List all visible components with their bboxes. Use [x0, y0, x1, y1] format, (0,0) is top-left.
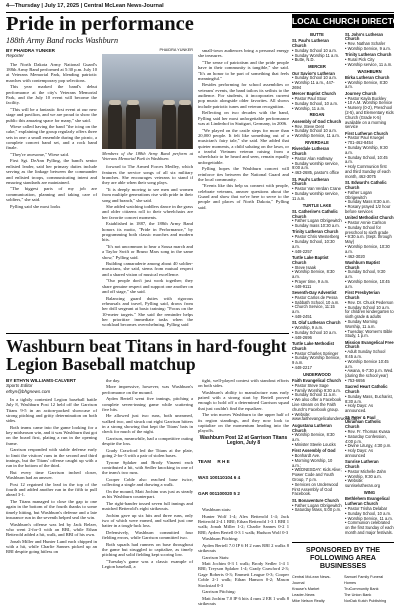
story2-paragraph: In a tightly contested Legion baseball battle July 8, Washburn Post 12 held off the Garrison Titans 9-5 in an action-packed showcase of strong pitching and gritty determination on both sides. [6, 396, 97, 424]
directory-line: • 462-3020 [345, 253, 365, 259]
directory-line: • Website: sunriselutheran.org [345, 478, 381, 489]
directory-church: Journey Church [345, 90, 377, 96]
story1-paragraph: "It is deeply moving to see men and women from multiple generations rise with pride in their song and branch," she said. [102, 186, 193, 203]
directory-line: • Sunday Worship 11 a.m. [292, 52, 340, 58]
directory-line: • Family Worship 9:30 a.m. [292, 387, 341, 393]
story1-paragraph: The North Dakota Army National Guard's 188th Army Band performed at 5:30 p.m. July 10 at Veterans Memorial Park, blending patriotic marches with contemporary pop selections. [6, 61, 97, 83]
story1-paragraph: "Events like this help us connect with people, celebrate veterans, answer questions about the Guard and show that we're here to serve to the people and places of North Dakota," Pylling said. [198, 183, 289, 210]
directory-church: Seventh-Day Adventist [292, 290, 337, 296]
directory-line: • Father Logan Obrigewitch [292, 502, 342, 508]
story1-byline-role: Reporter [6, 53, 24, 59]
story2-role: Sports Editor [6, 383, 33, 389]
directory-church: St. Bonaventure Church [292, 497, 339, 503]
story1-body [6, 48, 289, 329]
story2-byline: BY ETHYN WILLIAMS-CALVERT [6, 377, 77, 383]
sponsor-name: Leader-News [292, 592, 315, 597]
directory-line: • Sunday worship service, 11 a.m. [292, 190, 339, 201]
story1-paragraph: "The sense of patriotism and the pride people have in their community is tangible," she said. "It's an honor to be part of something that feels meaningful." [198, 59, 289, 81]
directory-line: • Worship Service, 8:30 a.m. [292, 432, 335, 443]
directory-line: • Worship Service, 10:45 a.m. [345, 279, 390, 289]
directory-line: • Pastor Chris Westerberg [292, 234, 340, 240]
directory-line: • Sunday Morning Worship, 11 a.m. [345, 318, 378, 329]
directory-line: • WEDNESDAY: Kids Alive; Power Code and Youth Group, 7 p.m. [292, 467, 342, 483]
left-section [6, 14, 289, 610]
directory-line: • Sunday mass 10:30 a.m. [292, 223, 340, 229]
photo-caption: Members of the 188th Army Band perform at Veterans Memorial Park in Washburn. [102, 151, 193, 162]
band-photo [102, 54, 193, 149]
directory-church: Washburn Baptist Church [345, 259, 380, 270]
story2-paragraph: Jochim gave up six hits and three runs, only two of which were earned, and walked just one batter in a tough-luck loss. [102, 512, 193, 529]
directory-line: • Worship, 9 a.m. [292, 325, 324, 331]
directory-line: • Morning Worship, 10 a.m.; [292, 457, 333, 468]
story1-paragraph: forward to The Armed Forces Medley, which features the service songs of all six military branches. She encourages veterans to stand if they are able when their song plays. [102, 164, 193, 186]
directory-line: • 9:30 a.m. (Sept. through May) [345, 234, 392, 245]
directory-line: • 448-2696 [292, 334, 312, 340]
directory-line: • Worship Service, 11 a.m. [345, 515, 393, 521]
directory-line: • Sunday Worship Service, 9 a.m. [292, 355, 341, 366]
story2-stats-line: Hunter Wolf 1-4; Alex Betterold 1-4; Jack Betterold 2-4 1 RBI; Ethan Betterold 1-3 1 RBI 1 walk; Jonah Miller 1-2; Charlie Sannes 0-2 1 RBI; Ayden Bertell 0-3 1 walk; Hudson Wolf 0-3 [198, 513, 289, 535]
cap-shape [163, 100, 175, 105]
story1-column-2 [102, 48, 193, 329]
box-score [198, 448, 289, 507]
directory-line: • Divine Liturgy, 4:30 p.m. [345, 443, 392, 449]
directory-line: • 448-2217 [292, 365, 312, 370]
directory-line: • 10 A.M. Worship Service [345, 100, 393, 106]
story2-stats-line: Washburn Pitching: [202, 536, 239, 542]
directory-line: • Father Logan Obrigewitch [345, 189, 372, 200]
directory-church: St. Edward's Catholic Church [345, 180, 387, 190]
sponsor-name: TruCommunity Bank [344, 586, 379, 591]
story1-paragraph: Besides performing for school assemblies or veterans' events, the band tailors its setlists to the audience. For students, it incorporates current pop music alongside older favorites. All shows include patriotic tunes and veteran recognition. [198, 82, 289, 109]
directory-line: • Rosary prayed 1/2 hour before services [345, 204, 391, 214]
directory-line: • Sunday Worship, 9:30 a.m. [345, 145, 388, 155]
directory-line: • Rev. Dr. Chuck Pederson [345, 299, 394, 305]
directory-line: • 448-9111 [292, 283, 312, 289]
directory-line: • Bonhardt Ave. [292, 453, 321, 459]
directory-town: WING [363, 490, 376, 496]
cap-shape [127, 100, 139, 105]
directory-line: • Sunday School, 10:30 a.m. [292, 239, 335, 249]
story2-paragraph: Grady Crawford led the Titans at the plate, going 2-for-3 with a pair of stolen bases. [102, 447, 193, 459]
sponsor-name: Central McLean News-Journal [292, 574, 331, 585]
story1-paragraph: Reflecting on two decades with the band, Pylling said her most unforgettable performance was at Linderhof in Stuttgart, Germany, in 2006. [198, 110, 289, 127]
directory-church: First Assembly of God [292, 448, 336, 454]
directory-line: • Holy Days: As announced. [345, 403, 374, 414]
story1-paragraph: Wiese called having the band "the icing on the cake," explaining the group regularly offers three sets in one: a small ensemble during the picnic, a complete concert band set, and a rock band finale. [6, 124, 97, 151]
directory-line: • Sunday School 11 a.m. [292, 392, 337, 398]
directory-church: Birka Lutheran Church [345, 74, 390, 80]
directory-line: • Sunday School, 10:45 a.m. [345, 154, 388, 165]
story2-paragraph: Washburn's offense was led by Jack Belzer, who went 2-for-3 with an RBI, while Ethan Betterold added a hit, walk, and RBI of his own. [6, 521, 97, 538]
directory-line: • Sunday Mass 8:30 a.m. [345, 199, 391, 205]
section-divider [6, 333, 289, 334]
directory-church: Assembly of God Church [292, 118, 342, 124]
story2-column-1 [6, 378, 97, 608]
story2-paragraph: Jonah Miller and Hunter Lund each chipped in with a hit, while Charlie Sannes picked up an RBI despite going hitless on [6, 538, 97, 555]
directory-line: • Saturday Mass, 5:00 p.m. [292, 507, 342, 513]
directory-line: • Sunday School 10 a.m. for children kindergarten to sixth grade & adults [345, 304, 394, 320]
story2-paragraph: Garrison responded with stable defense early to limit the visitors' runs in the second and third innings, but the Titans' offense caught up with a run in the bottom of the third. [6, 447, 97, 469]
story2-paragraph: The win moves Washburn to the upper half of its region standings, and they now look to capitalize on the momentum heading into the playoffs. [198, 412, 289, 434]
directory-line: • Communion celebrated on the first Sunday of each month and major festivals. [345, 520, 394, 535]
story1-paragraph: Pylling hopes the Washburn concert will reinforce ties between the National Guard and the local community. [198, 166, 289, 182]
story2-paragraph: Tyrone Splaker and Brody Vinzent each contributed a hit, with Sedler knocking in one of the team's two runs. [102, 459, 193, 476]
story2-stats-line: Garrison Pitching: [202, 589, 236, 595]
sponsor-name: Mike Nelson Realty [292, 598, 325, 603]
story2-paragraph: Both teams came into the game looking for a key midseason win, and it was Washburn that got on the board first, plating a run in the opening frame. [6, 424, 97, 446]
directory-church: Turtle Lake Baptist Church [292, 254, 329, 265]
directory-title: LOCAL CHURCH DIRECTORY [292, 16, 411, 26]
story2-stats-line: Garrison Stats: [202, 554, 230, 560]
sponsor-name: Krause's Market [292, 586, 320, 591]
directory-line: • Pastor Charles Springer [292, 350, 339, 356]
story2-paragraph: The Titans managed to close the gap to one again in the bottom of the fourth thanks to some timely hitting, but Washburn's defense and a late insurance run in the seventh helped seal the win. [6, 498, 97, 520]
church-directory [292, 14, 411, 610]
story2-paragraph: On the mound, Matt Jochim was just as steady as his Washburn counterpart. [102, 488, 193, 500]
story2-paragraph: Garrison, meanwhile, had a competitive outing despite the loss. [102, 436, 193, 447]
music-stand [136, 119, 156, 149]
directory-line: • Sunday School 10 a.m. [292, 329, 337, 335]
directory-line: • Pastor Paul Stour [292, 96, 327, 102]
story2-column-3-intro [198, 378, 289, 434]
story1-paragraph: Building camaraderie among about 40 soldier-musicians, she said, stems from mutual respect and a shared vision of musical excellence. [102, 261, 193, 277]
directory-line: • Saturday Confession, 4:00 p.m. [345, 433, 387, 444]
directory-line: • Tuesday: Women's Bible Study, 1 p.m. [345, 328, 393, 339]
directory-line: • Services on Underwood First Assembly of God Facebook. [292, 481, 339, 497]
directory-church: Trinity Lutheran Church [292, 229, 339, 235]
directory-line: • Pastor Paul Kruegel [345, 135, 384, 141]
directory-line: • Pastor Alan Hathway [292, 155, 333, 161]
directory-line: • Minister Steele Loucks [292, 441, 336, 447]
directory-town: BUTTE [310, 32, 324, 37]
directory-line: • Sunday School, 10 a.m. [292, 100, 339, 106]
directory-line: • 701-462-8454 [345, 140, 374, 146]
musician-figure [162, 103, 176, 149]
box-score-title: Washburn Post 12 at Garrison Titans Legion, July 8 [199, 434, 288, 446]
directory-line: • Worship, 9:30 a.m. [345, 473, 382, 479]
story2-email[interactable]: ethyn@bhgnews.com [6, 388, 51, 394]
directory-church: St. Paul's Lutheran Church [292, 176, 329, 187]
directory-line: • Adult Sunday School 9:45 a.m. [345, 349, 386, 359]
story2-paragraph: "Tuesday's game was a classic example of Legion baseball, a [102, 558, 193, 570]
sponsor-title: SPONSORED BY THE FOLLOWING AREA BUSINESSES [292, 542, 394, 570]
directory-church: Riverdale Lutheran Church [292, 146, 330, 157]
directory-line: • Pastor Carlos de Pessa [292, 294, 338, 300]
directory-church: United Methodist Church [345, 215, 394, 221]
story2-column-2 [102, 378, 193, 608]
story2-stats-line: Washburn stats: [202, 507, 232, 513]
directory-line: • Worship 11 a.m., 447-2694 [292, 80, 335, 90]
story2-stats-line: Ayden Bertell 7.0 IP 6 H 2 runs RBI 2 walks 8 strikeouts [198, 542, 289, 554]
directory-line: • Sunday Mass, Eucharist, 8:30 a.m. [345, 393, 393, 404]
directory-line: • Sunday School 10 a.m. [292, 128, 337, 134]
directory-church: Mercer Baptist Church [292, 91, 336, 97]
directory-church: St. Peter & Paul Ukrainian Catholic Church [345, 414, 381, 430]
story1-deck: 188th Army Band rocks Washburn [6, 36, 119, 45]
story1-paragraph: "The biggest parts of my job are communication, planning and taking care of soldiers," she said. [6, 186, 97, 203]
directory-line: • Pastor Trisha Delabar [345, 505, 388, 511]
directory-church: St. Paul's Lutheran Church [292, 38, 329, 49]
directory-line: • Worship Service, 9 a.m. [345, 45, 391, 51]
story1-paragraph: First Sgt. DeAnn Pylling, the band's senior enlisted leader, said her primary duties include serving as the linkage between the commander and enlisted troops, communicating intent and ensuring standards are maintained. [6, 158, 97, 185]
story2-paragraph: Post 12 regained the lead in the top of the fourth and added another run in the fifth to pull ahead 3-1. [6, 481, 97, 498]
story1-paragraph: Pylling said she most looks [10, 203, 61, 209]
sponsor-list-right [344, 574, 394, 604]
directory-column-2 [345, 31, 394, 536]
directory-church: Sunrise Lutheran Church [345, 459, 379, 470]
directory-line: • Prayer time, 9 a.m. [292, 278, 330, 284]
directory-line: • Sunday School 10 a.m. [292, 75, 337, 81]
sponsor-list-left [292, 574, 342, 604]
directory-line: • Nursery (0-2), Preschool (2-5), and Elementary Kids Church (Grade K-5) available on a morning service [345, 105, 394, 130]
page-header: 4—Thursday | July 17, 2025 | Central McLean News-Journal [6, 3, 394, 13]
story1-paragraph: She added watching toddlers dance in the grass and older citizens roll to their wheelchairs are her favorite concert moments. [102, 204, 193, 220]
directory-line: • Sunday School 10 a.m. [292, 47, 337, 53]
directory-church: Bethlehem Evangelical Lutheran Church [345, 496, 390, 507]
directory-line: • Sunday School, 9:30 a.m. [345, 269, 386, 280]
story1-paragraph: "This will be a fantastic first event at our new stage and pavilion, and we are proud to show the public this amazing space for many," she said. [6, 106, 97, 123]
directory-town: REGAN [309, 112, 325, 118]
directory-line: • Church Service, 11:15 a.m. [292, 304, 335, 315]
directory-line: • Worship Service, 8:30 a.m. [345, 79, 388, 90]
story2-paragraph: He allowed just two runs, both unearned, walked two, and struck out eight Garrison hitters in a strong showing that kept the Titans' bats in check for much of the night. [102, 413, 193, 435]
story2-paragraph: the day. [106, 377, 121, 383]
directory-line: • 448-2257 [292, 248, 312, 254]
directory-line: • Rev. Steve Dent [292, 123, 325, 129]
story2-paragraph: More impressive, however, was Washburn's performance on the mound. [102, 384, 193, 395]
directory-line: • Website: www.faithevangelicalunderwood.org [292, 411, 358, 422]
directory-line: • 753-6656 [345, 377, 365, 383]
story2-paragraph: Cooper Coble also reached base twice, collecting a single and drawing a walk. [102, 476, 193, 488]
story1-column-1 [6, 48, 97, 329]
directory-line: • Awana, 6-7:30 p.m. Wed. (during the school year) [345, 368, 394, 379]
cap-shape [179, 100, 191, 105]
directory-line: • Worship Service, 11 a.m. [292, 133, 340, 139]
directory-columns [292, 31, 394, 536]
photo-credit: PHAIDRA YUNKER [159, 48, 193, 52]
directory-town: MERCER [308, 64, 326, 70]
directory-line: • Rural Pick City [345, 56, 375, 62]
story2-column-3 [198, 378, 289, 608]
story1-paragraph: Established in 1887, the 188th Army Band honors its motto, "Pride in Performance," by programming both classic marches and modern hits. [102, 221, 193, 243]
sponsor-name: Samuel Family Funeral Homes [344, 574, 384, 585]
directory-church: Trinity Lutheran Church [345, 52, 392, 58]
directory-line: • Holy Communion first and third Sunday of each month, 462-3075 [345, 164, 391, 179]
story1-paragraph: "Our people don't just work together; they share genuine respect and support one another on and off stage," she said. [102, 278, 193, 295]
box-score-line-washburn: WAS 100110104 6 4 [198, 475, 241, 481]
directory-line: • Pastor Michelle Zahn [345, 468, 387, 474]
story2-paragraph: tight, well-played contest with standout efforts on both sides. [198, 377, 289, 389]
directory-line: • 463-2685, pastor's office [292, 170, 340, 176]
directory-line: • We also offer a Facebook Live stream on the Faith church's Facebook group. [292, 397, 342, 412]
directory-church: First Lutheran Church [345, 130, 388, 136]
story1-paragraph: "They're awesome," Wiese said. [10, 151, 70, 157]
directory-church: Our Savior's Lutheran [292, 70, 335, 76]
box-score-line-garrison: GAR 001100020 5 2 [198, 491, 240, 497]
directory-church: St. Catherine's Catholic Church [292, 208, 338, 219]
directory-town: TURTLE LAKE [302, 202, 332, 208]
musician-figure [108, 103, 122, 149]
cap-shape [109, 100, 121, 105]
story2-stats-line: Matt Jochim 0-3 1 walk; Brody Sedler 1-4 1 RBI; Treyson Splaker 1-4; Grady Crawford 2-3; Gage Roberts 0-3; Emmett League 0-3; Cooper Coble 2-1 walk; Ethan Hanson 0-2; Mason Stockstad 0-3 [198, 561, 289, 588]
story1-paragraph: small-town audiences bring a personal energy she treasures. [198, 48, 289, 59]
story2-paragraph: But every time Garrison inched closer, Washburn had an answer. [6, 469, 97, 481]
directory-church: Mission Evangelical Free Church [345, 339, 394, 350]
story2-paragraph: Defensively, Washburn committed four fielding errors, while Garrison committed two. [102, 529, 193, 541]
directory-line: • Sunday School for preschool to sixth grade [345, 224, 389, 235]
directory-line: • Holy Days: As announced [345, 448, 374, 458]
story2-body [6, 378, 289, 608]
sponsor-list [292, 574, 394, 604]
directory-line: • Steve Isaak [292, 264, 316, 270]
story2-byline-role [6, 383, 97, 394]
story1-paragraph: "It's not uncommon to hear a Sousa march and a Taylor Swift or Bruno Mars song in the same show," Pylling said. [102, 243, 193, 260]
sponsor-name: The Union Bank [344, 592, 372, 597]
directory-line: • Worship Service, 10:30 a.m. [345, 243, 390, 254]
directory-line: • Pastor Annie Carlson [345, 219, 387, 225]
directory-line: • Father Logan Obrigewitch [292, 218, 342, 224]
directory-church: Augustana Lutheran Church [292, 422, 332, 433]
story1-paragraph: "We played on the castle steps for more than 20,000 people. It felt like something out of a musician's fairy tale," she said. She added that quieter moments, a child saluting on the lawn, or a tearful Vietnam veteran raising from a wheelchair to be heard and seen, remain equally unforgettable. [198, 127, 289, 165]
sponsor-name: NorDak Kutch Publishing [344, 598, 387, 603]
directory-line: • Worship Service, 8:30 a.m. [292, 269, 335, 280]
directory-line: • Sunday worship service, 9:00 a.m. [292, 160, 339, 171]
directory-line: • 448-2451 [292, 314, 312, 320]
directory-line: • Sunday School, 10 a.m. [345, 510, 392, 516]
directory-church: St. Olaf Lutheran Church [292, 320, 341, 326]
directory-line: • Pastor Kayla Buckley [345, 95, 387, 101]
directory-church: First Presbyterian Church [345, 290, 380, 300]
directory-line: • Worship service, 11 a.m. [345, 61, 393, 67]
box-score-line-header: TEAM R H E [198, 459, 230, 464]
musician-figure [178, 103, 192, 149]
story1-byline: BY PHAIDRA YUNKER [6, 48, 55, 53]
directory-church: St. John's Lutheran Church [345, 31, 384, 42]
story1-paragraph: Balancing guard duties with rigorous rehearsals and travel, Pylling said, draws from her drill sergeant at basic training: "Focus on the 10-meter targets." She said the reminder helps her prioritize immediate tasks when the workload becomes overwhelming. Pylling said [102, 295, 193, 328]
story1-column-3 [198, 48, 289, 329]
story2-paragraph: Both squads had runners on base throughout the game but struggled to capitalize, as timely pitching and solid fielding kept scoring low. [102, 541, 193, 558]
story2-stats-line: Matt Jochim 7.0 IP 6 hits 4 runs 2 ER 1 walk 8 strikeouts [198, 595, 289, 606]
story1-paragraph: This year marked the band's debut performance at the city's Veterans Memorial Park, and the July 10 event will become the facility. [6, 84, 97, 106]
directory-line: • Sabbath School, 10 a.m. [292, 299, 340, 305]
directory-line: • Pastor Van Verdan Crane [292, 186, 341, 192]
directory-line: • Butte, N.D. [292, 57, 315, 63]
story2-paragraph: Washburn's ability to manufacture runs early paired with a strong start by Bertell proved enough to hold off a determined Garrison squad that just couldn't find the equalizer. [198, 389, 289, 411]
directory-line: • Rev. Nathan Schafer [345, 41, 386, 47]
directory-town: UNDERWOOD [303, 371, 331, 377]
directory-church: Faith Evangelical Church [292, 378, 341, 384]
directory-line: • Rev. Fr. Thomas Kvasa [345, 428, 390, 434]
story2-headline: Washburn beat Titans in hard-fought Legion Baseball matchup [6, 335, 287, 375]
directory-line: • Worship Service 10:45 a.m. [345, 358, 389, 369]
story1-headline: Pride in performance [6, 13, 194, 35]
directory-town: WASHBURN [357, 68, 382, 74]
story2-paragraph: Ayden Bertell went five innings, pitching a complete seven-inning game while scattering five hits. [102, 396, 193, 412]
directory-line: • Worship, 11 a.m. [292, 105, 326, 111]
directory-church: Sacred Heart Catholic Church [345, 384, 388, 395]
directory-town: RIVERDALE [305, 139, 329, 145]
story2-paragraph: The right-hander tossed seven full innings and matched Betterold's eight strikeouts. [102, 500, 193, 512]
directory-church: Turtle Lake Methodist Church [292, 341, 335, 351]
directory-line: • Pastor Steve Sage [292, 382, 329, 388]
story2-column-3-stats [198, 507, 289, 606]
